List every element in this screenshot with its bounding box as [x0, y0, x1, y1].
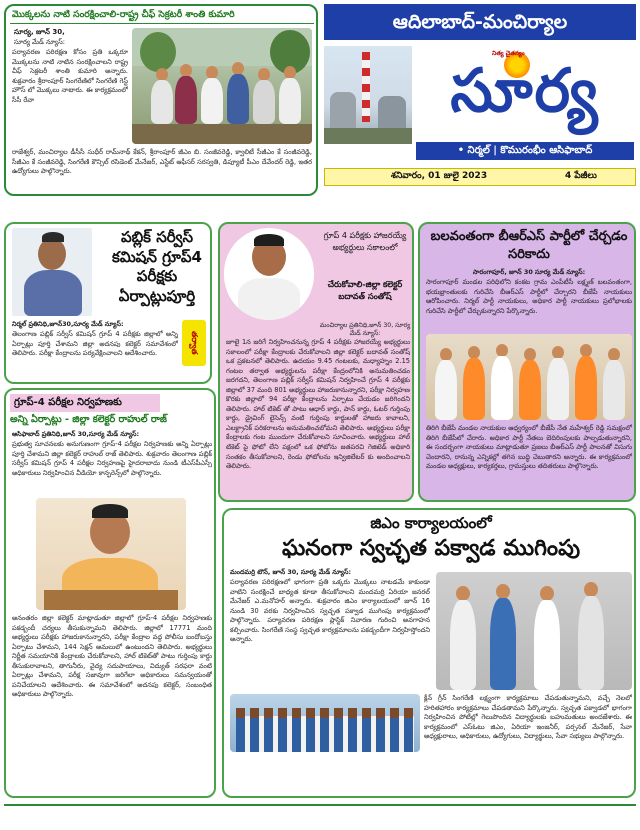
- story-tree-planting: [4, 4, 318, 196]
- brand-name: సూర్య: [450, 56, 600, 126]
- students-group-photo: [230, 694, 420, 752]
- story-mancherial-headline-small: గ్రూప్ 4 పరీక్షకు హాజరయ్యే అభ్యర్థులు సకాలంలో: [323, 231, 407, 252]
- story-tree-planting-dateline: సూర్య, జూన్ 30,: [14, 28, 65, 36]
- story-badge: తర్వాత: [182, 320, 206, 366]
- story-group4-arrangements-dateline: నిర్మల్ ప్రతినిధి,జూన్30,సూర్య మేడ్ న్యూస్:: [12, 320, 124, 328]
- story-asifabad-collector: [4, 388, 216, 798]
- story-group4-arrangements-body: తెలంగాణ పబ్లిక్ సర్వీస్ కమిషన్ గ్రూప్ 4 పరీక్షకు జిల్లాలో అన్ని ఏర్పాట్లు పూర్తి చేశామని జిల్లా అదనపు కలెక్టర్ సమావేశంలో తెలిపారు. పరీక్షా కేంద్రాలను పర్యవేక్షించాలని ఆదేశించారు.: [12, 330, 178, 358]
- edition-title: ఆదిలాబాద్-మంచిర్యాల: [324, 4, 636, 40]
- story-asifabad-body-top: ప్రభుత్వ సూచనలకు అనుగుణంగా గ్రూప్-4 పరీక్షల నిర్వహణకు అన్ని ఏర్పాట్లు పూర్తి చేశామని జిల్లా కలెక్టర్ రాహుల్ రాజ్ తెలిపారు. శుక్రవారం తెలంగాణ పబ్లిక్ సర్వీస్ కమిషన్ గ్రూప్ 4 పరీక్షల నిర్వహణపై హైదరాబాదు నుండి టీఎస్‌పీఎస్సీ అధికారులు నిర్వహించిన వీడియో కాన్ఫరెన్స్‌లో పాల్గొన్నారు.: [12, 440, 212, 477]
- story-brs-headline: బలవంతంగా బీఆర్ఎస్ పార్టీలో చేర్చడం సరికాదు: [430, 229, 628, 262]
- story-swachhata: [222, 508, 636, 798]
- tree-planting-photo: [132, 28, 312, 144]
- story-group4-arrangements-headline: పబ్లిక్ సర్వీస్ కమిషన్ గ్రూప్4 పరీక్షకు ఏర్పాట్లుపూర్తి: [111, 228, 202, 305]
- story-tree-planting-headline: మొక్కలను నాటి సంరక్షించాలి-రాష్ట్ర చీఫ్ సెక్రటరీ శాంతి కుమారి: [12, 9, 235, 20]
- story-asifabad-headline-main: అన్ని ఏర్పాట్లు - జిల్లా కలెక్టర్ రాహుల్ రాజ్: [10, 414, 167, 425]
- headline-underline: [10, 23, 314, 24]
- collector-photo: [36, 498, 186, 610]
- story-mancherial-dateline: మంచిర్యాల ప్రతినిధి,జూన్ 30, సూర్య మేడ్ న్యూస్:: [319, 322, 411, 337]
- story-swachhata-body-bottom: క్లీన్ గ్రీన్ సింగరేణి లక్ష్యంగా కార్యక్రమాలు చేపడుతున్నామని, వచ్చే నెలలో హరితహారం కార్యక్రమాలు చేపడతామని పేర్కొన్నారు. స్వచ్ఛత పక్వాడలో భాగంగా నిర్వహించిన పోటీల్లో గెలుపొందిన విద్యార్థులకు బహుమతులు అందజేశారు. ఈ కార్యక్రమంలో ఎస్ఓటు జిఎం, ఏరియా ఇంజనీర్, పర్సనల్ మేనేజర్, సేవా అధ్యక్షురాలు, అధికారులు, ఉద్యోగులు, విద్యార్థులు, సేవా సభ్యులు పాల్గొన్నారు.: [424, 694, 632, 741]
- story-swachhata-body-top: పర్యావరణ పరిరక్షణలో భాగంగా ప్రతి ఒక్కరు మొక్కలు నాటడమే కాకుండా వాటిని సంరక్షించే బాధ్యత కూడా తీసుకోవాలని మందమర్రి ఏరియా జనరల్ మేనేజర్ ఎ.మనోహర్ అన్నారు. శుక్రవారం జిఎం కార్యాలయంలో జూన్ 16 నుండి 30 వరకు నిర్వహించిన స్వచ్ఛత పక్వాడ ముగింపు కార్యక్రమంలో పాల్గొన్నారు. పర్యావరణ పరిరక్షణ ప్లాస్టిక్ నివారణ గురించి అవగాహన కల్పించారు. సింగరేణి సంస్థ స్వచ్ఛత కార్యక్రమాలను పకడ్బందీగా నిర్వహిస్తోందని అన్నారు.: [230, 578, 430, 644]
- story-tree-planting-body-bottom: రాజేశ్వర్, మంచిర్యాల డీసీసీ సుధీర్ రామ్‌నాథ్ కేకన్, శ్రీరాంపూర్ జీఎం బి. సంజీవరెడ్డి, క్వాలిటీ సీజీఎం కే సంజీవరెడ్డి, సీజీఎం కే సంజీవరెడ్డి, సింగరేణి కౌన్సిల్ రసిడెంట్ మేనేజర్, ఎస్టేట్ ఆఫీసర్ సరస్వతి, డిప్యూటీ పీఎం దేవేందర్ రెడ్డి, ఇతర ఉద్యోగులు పాల్గొన్నారు.: [12, 148, 312, 176]
- collector-santosh-photo: [224, 228, 314, 320]
- brand-tagline: నిత్య చైతన్యం: [492, 50, 525, 57]
- story-asifabad-headline-top: గ్రూప్-4 పరీక్షల నిర్వహణకు: [10, 394, 160, 412]
- swachhata-ceremony-photo: [436, 572, 632, 690]
- masthead: [324, 4, 636, 196]
- date-strip: [324, 168, 636, 186]
- page-bottom-rule: [4, 804, 636, 806]
- story-brs-dateline: సారంగాపూర్, జూన్ 30 సూర్య మేడ్ న్యూస్:: [472, 268, 586, 276]
- story-swachhata-dateline: మందమర్రి టౌన్, జూన్ 30, సూర్య మేడ్ న్యూస్:: [230, 568, 352, 576]
- officer-photo: [12, 228, 92, 316]
- power-plant-image: [324, 46, 412, 144]
- story-mancherial-headline-main: చేరుకోవాలి-జిల్లా కలెక్టర్ బదావత్ సంతోష్: [327, 279, 403, 302]
- story-brs-body-top: సారంగాపూర్ మండల పరిధిలోని కంకట గ్రామ ఎంపీటీసీ లక్ష్మణ్ బలవంతంగా, భయభ్రాంతులకు గురిచేసి బీఆర్ఎస్ పార్టీలో చేర్చారని బీజేపీ నాయకులు ఆరోపించారు. నిర్మల్ పార్టీ నాయకులు, అధికార పార్టీ నాయకులు ప్రలోభాలకు గురిచేసి పార్టీలో చేర్చుకున్నారని పేర్కొన్నారు.: [426, 278, 632, 315]
- story-mancherial-body: జూలై 1న జరిగే నిర్వహించనున్న గ్రూప్ 4 పరీక్షకు హాజరయ్యే అభ్యర్థులు సకాలంలో పరీక్షా కేంద్రాలకు చేరుకోవాలని జిల్లా కలెక్టర్ బదావత్ సంతోష్ ఒక ప్రకటనలో తెలిపారు. ఉదయం 9.45 గంటలకు, మధ్యాహ్నం 2.15 గంటల తర్వాత అభ్యర్థులను పరీక్షా కేంద్రంలోనికి అనుమతించడం జరగదని, తెలంగాణ పబ్లిక్ సర్వీస్ కమిషన్ నిర్వహించే గ్రూప్ 4 పరీక్షకు జిల్లాలో 37 మంది 801 అభ్యర్థులు హాజరుకానున్నారని, పరీక్షా నిర్వహణ కొరకు జిల్లాలో 94 పరీక్షా కేంద్రాలను ఏర్పాటు చేయడం జరిగిందని తెలిపారు. హాల్ టికెట్ తో పాటు ఆధార్ కార్డు, పాన్ కార్డు, ఓటర్ గుర్తింపు కార్డు, డ్రైవింగ్ లైసెన్స్ వంటి గుర్తింపు కార్డులతో హాజరు కావాలని, ఎలక్ట్రానిక్ పరికరాలను అనుమతించబోమని తెలిపారు. అభ్యర్థులు పరీక్షా కేంద్రాలకు గంట ముందుగా చేరుకోవాలని సూచించారు. అభ్యర్థులు హాల్ టికెట్ పై ఫోటో లేని పక్షంలో ఒక ఫోటోను జతపరచి గెజిటెడ్ అధికారి సంతకం తీసుకోవాలని, రెండు ఫోటోలను ఇన్విజిలేటర్ కు అందించాలని తెలిపారు.: [226, 338, 410, 471]
- story-group4-arrangements: [4, 222, 212, 384]
- story-asifabad-body-bottom: అనంతరం జిల్లా కలెక్టర్ మాట్లాడుతూ జిల్లాలో గ్రూప్-4 పరీక్షల నిర్వహణకు పకడ్బందీ చర్యలు తీసుకున్నామని తెలిపారు. జిల్లాలో 17771 మంది అభ్యర్థులు పరీక్షకు హాజరుకానున్నారని, పరీక్షా కేంద్రాల వద్ద పోలీసు బందోబస్తు ఏర్పాటు చేశామని, 144 సెక్షన్ అమలులో ఉంటుందని తెలిపారు. అభ్యర్థులు నిర్ణీత సమయానికి కేంద్రాలకు చేరుకోవాలని, హాల్ టికెట్‌తో పాటు గుర్తింపు కార్డు తీసుకురావాలని, తాగునీరు, వైద్య సదుపాయాలు, విద్యుత్ సరఫరా వంటి ఏర్పాట్లు చేశామని, పరీక్ష సజావుగా జరిగేలా అధికారులు సమన్వయంతో పనిచేయాలని ఆదేశించారు. ఈ సమావేశంలో అదనపు కలెక్టర్, సంబంధిత అధికారులు పాల్గొన్నారు.: [12, 614, 212, 699]
- story-brs-body-bottom: తిరిగి బీజేపీ మండల నాయకుల ఆధ్వర్యంలో బీజేపీ నేత మహేశ్వర్ రెడ్డి సమక్షంలో తిరిగి బీజేపీలో చేరారు. అధికార పార్టీ నేతలు బెదిరింపులకు పాల్పడుతున్నారని, ఈ సందర్భంగా నాయకులు మాట్లాడుతూ ప్రజలు బీఆర్ఎస్ పార్టీ పాలనతో విసుగు చెందారని, రానున్న ఎన్నికల్లో తగిన బుద్ధి చెబుతారని అన్నారు. ఈ కార్యక్రమంలో మండల అధ్యక్షులు, కార్యకర్తలు, గ్రామస్తులు తదితరులు పాల్గొన్నారు.: [426, 424, 632, 471]
- district-strip: • నిర్మల్ | కొమురంభీం ఆసిఫాబాద్: [416, 142, 634, 160]
- story-mancherial-collector: [218, 222, 414, 502]
- story-tree-planting-body: పర్యావరణ పరిరక్షణ కోసం ప్రతి ఒక్కరూ మొక్కలను నాటి నాటిన సంరక్షించాలని రాష్ట్ర చీఫ్ సెక్రటరీ శాంతి కుమారి అన్నారు. శుక్రవారం శ్రీరాంపూర్ సింగరేణిలో సింగరేణి గెస్ట్ హౌస్ లో మొక్కలు నాటారు. ఈ కార్యక్రమంలో సీసీ రేవా: [12, 48, 128, 104]
- story-swachhata-headline-main: ఘనంగా స్వచ్ఛత పక్వాడ ముగింపు: [281, 536, 581, 561]
- page-count: 4 పేజీలు: [565, 171, 597, 181]
- story-brs-party: [418, 222, 636, 502]
- story-asifabad-dateline: ఆసిఫాబాద్ ప్రతినిధి,జూన్ 30,సూర్య మేడ్ న్యూస్:: [12, 430, 140, 438]
- issue-date: శనివారం, 01 జులై 2023: [391, 171, 488, 181]
- story-swachhata-headline-top: జిఎం కార్యాలయంలో: [370, 514, 492, 532]
- brs-party-photo: [426, 334, 632, 420]
- story-tree-planting-byline: సూర్య మేడ్ న్యూస్:: [14, 38, 65, 46]
